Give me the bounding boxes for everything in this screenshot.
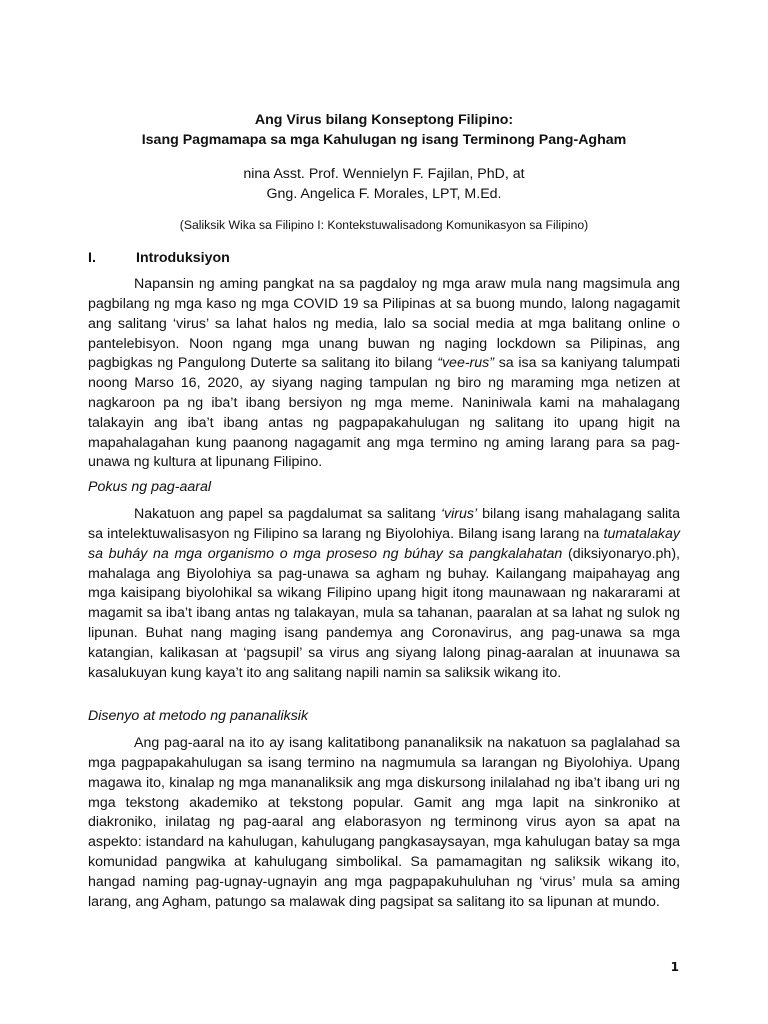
authors-line-1: nina Asst. Prof. Wennielyn F. Fajilan, PhD, at <box>243 166 525 182</box>
document-title <box>88 110 680 150</box>
intro-text-a: Napansin ng aming pangkat na sa pagdaloy ng mga araw mula nang magsimula ang pagbilang ng mga kaso ng mga COVID 19 sa Pilipinas at sa buong mundo, lalong nagagamit ang salitang ‘virus’ sa lahat halos ng media, lalo sa social media at mga balitang online o pantelebisyon. Noon ngang mga unang buwan ng naging lockdown sa Pilipinas, ang pagbigkas ng Pangulong Duterte sa salitang ito bilang <box>88 276 680 372</box>
pokus-text-italic-2: tumatalakay sa buháy na mga organismo o mga proseso ng búhay sa pangkalahatan <box>88 525 680 562</box>
section-number: I. <box>88 250 96 266</box>
disenyo-paragraph: Ang pag-aaral na ito ay isang kalitatibong pananaliksik na nakatuon sa paglalahad sa mga pagpapakahulugan sa isang termino na nagmumula sa larangan ng Biyolohiya. Upang magawa ito, kinalap ng mga mananaliksik ang mga diskursong inilalahad ng iba’t ibang uri ng mga tekstong akademiko at tekstong popular. Gamit ang mga lapit na sinkroniko at diakroniko, inilatag ng pag-aaral ang elaborasyon ng terminong virus ayon sa apat na aspekto: istandard na kahulugan, kahulugang pangkasaysayan, mga kahulugan batay sa mga komunidad pangwika at kahulugang simbolikal. Sa pamamagitan ng saliksik wikang ito, hangad naming pag-ugnay-ugnayin ang mga pagpapakuhuluhan ng ‘virus’ mula sa aming larang, ang Agham, patungo sa malawak ding pagsipat sa salitang ito sa lipunan at mundo. <box>88 735 680 910</box>
section-heading <box>88 248 680 268</box>
disenyo-heading: Disenyo at metodo ng pananaliksik <box>88 708 309 724</box>
authors <box>88 164 680 204</box>
pokus-text-b: bilang isang mahalagang salita sa intelektuwalisasyon ng Filipino sa larang ng Biyolohiya. Bilang isang larang na <box>88 506 680 542</box>
page-number: 1 <box>670 960 679 974</box>
pokus-paragraph <box>88 505 680 683</box>
pokus-text-a: Nakatuon ang papel sa pagdalumat sa salitang <box>134 506 441 523</box>
pokus-text-italic-1: ‘virus’ <box>440 506 478 523</box>
title-line-1: Ang Virus bilang Konseptong Filipino: <box>254 112 514 128</box>
section-title: Introduksiyon <box>136 250 230 266</box>
pokus-heading: Pokus ng pag-aaral <box>88 479 212 495</box>
authors-line-2: Gng. Angelica F. Morales, LPT, M.Ed. <box>266 186 502 202</box>
intro-text-b: sa isa sa kaniyang talumpati noong Marso 16, 2020, ay siyang naging tampulan ng biro ng maraming mga netizen at nagkaroon pa ng iba’t ibang bersiyon ng mga meme. Naniniwala kami na mahalagang talakayin ang iba’t ibang antas ng pagpapakahulugan ng salitang ito upang higit na mapahalagahan kung paanong nagagamit ang mga termino ng aming larang para sa pag-unawa ng kultura at lipunang Filipino. <box>88 355 680 471</box>
pokus-text-c: (diksiyonaryo.ph), mahalaga ang Biyolohiya sa pag-unawa sa agham ng buhay. Kailangang maipahayag ang mga kaisipang biyolohikal sa wikang Filipino upang higit itong maunawaan ng nakararami at magamit sa iba’t ibang antas ng talakayan, mula sa tahanan, paaralan at sa lahat ng sulok ng lipunan. Buhat nang maging isang pandemya ang Coronavirus, ang pag-unawa sa mga katangian, kalikasan at ‘pagsupil’ sa virus ang siyang lalong pinag-aaralan at inuunawa sa kasalukuyan kung kaya’t ito ang salitang napili namin sa saliksik wikang ito. <box>88 545 680 681</box>
intro-paragraph <box>88 275 680 473</box>
intro-text-italic: “vee-rus” <box>437 355 494 372</box>
course-note: (Saliksik Wika sa Filipino I: Kontekstuwalisadong Komunikasyon sa Filipino) <box>179 218 589 232</box>
title-line-2: Isang Pagmamapa sa mga Kahulugan ng isang Terminong Pang-Agham <box>141 132 627 148</box>
